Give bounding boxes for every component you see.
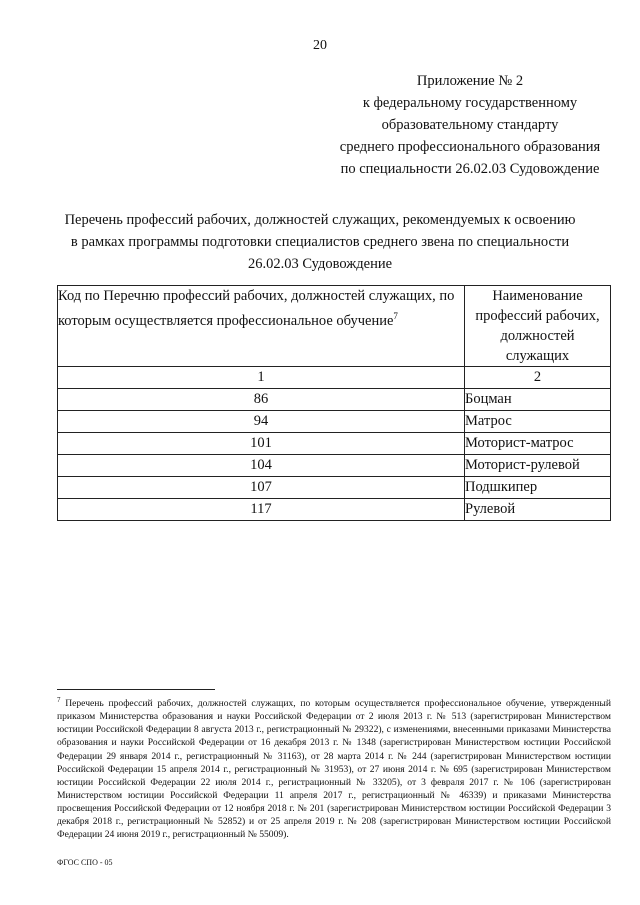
- profession-code: 101: [58, 433, 465, 455]
- table-row: [58, 433, 611, 455]
- header-name-line: профессий рабочих,: [475, 308, 600, 324]
- professions-table: [57, 285, 611, 521]
- header-code-text: Код по Перечню профессий рабочих, должностей служащих, по которым осуществляется профессиональное обучение: [58, 288, 455, 329]
- document-title: [50, 209, 590, 275]
- header-name-column: [465, 286, 611, 367]
- profession-code: 104: [58, 455, 465, 477]
- title-line: в рамках программы подготовки специалистов среднего звена по специальности: [70, 234, 570, 250]
- appendix-heading: [330, 70, 610, 180]
- table-row: [58, 455, 611, 477]
- table-row: [58, 477, 611, 499]
- appendix-line: к федеральному государственному: [362, 95, 578, 111]
- header-name-line: Наименование: [492, 288, 583, 304]
- footnote: [57, 694, 611, 841]
- footnote-text: Перечень профессий рабочих, должностей служащих, по которым осуществляется профессиональное обучение, утвержденный приказом Министерства образования и науки Российской Федерации от 2 июля 2013 г. № 513 (зарегистрирован Министерством юстиции Российской Федерации 8 августа 2013 г., регистрационный № 29322), с изменениями, внесенными приказами Министерства образования и науки Российской Федерации от 16 декабря 2013 г. № 1348 (зарегистрирован Министерством юстиции Российской Федерации 29 января 2014 г., регистрационный № 31163), от 28 марта 2014 г. № 244 (зарегистрирован Министерством юстиции Российской Федерации 15 апреля 2014 г., регистрационный № 31953), от 27 июня 2014 г. № 695 (зарегистрирован Министерством юстиции Российской Федерации 22 июля 2014 г., регистрационный № 33205), от 3 февраля 2017 г. № 106 (зарегистрирован Министерством юстиции Российской Федерации 11 апреля 2017 г., регистрационный № 46339) и приказами Министерства просвещения Российской Федерации от 12 ноября 2018 г. № 201 (зарегистрирован Министерством юстиции Российской Федерации 3 декабря 2018 г., регистрационный № 52852) и от 25 апреля 2019 г. № 208 (зарегистрирован Министерством юстиции Российской Федерации 24 июня 2019 г., регистрационный № 55009).: [57, 698, 611, 841]
- profession-name: Боцман: [465, 389, 611, 411]
- profession-code: 94: [58, 411, 465, 433]
- footnote-reference[interactable]: 7: [393, 311, 398, 321]
- column-number: 2: [465, 367, 611, 389]
- profession-code: 117: [58, 499, 465, 521]
- table-row: [58, 389, 611, 411]
- page-footer: ФГОС СПО - 05: [57, 858, 113, 867]
- page-number: 20: [313, 38, 327, 53]
- column-number-row: [58, 367, 611, 389]
- table-header-row: [58, 286, 611, 367]
- title-line: Перечень профессий рабочих, должностей служащих, рекомендуемых к освоению: [64, 212, 576, 228]
- profession-name: Подшкипер: [465, 477, 611, 499]
- profession-code: 86: [58, 389, 465, 411]
- profession-name: Матрос: [465, 411, 611, 433]
- header-code-column: [58, 286, 465, 367]
- profession-name: Рулевой: [465, 499, 611, 521]
- profession-name: Моторист-рулевой: [465, 455, 611, 477]
- table-row: [58, 499, 611, 521]
- appendix-line: среднего профессионального образования: [339, 139, 601, 155]
- column-number: 1: [58, 367, 465, 389]
- footnote-divider: [57, 689, 215, 690]
- appendix-line: Приложение № 2: [416, 73, 524, 89]
- appendix-line: образовательному стандарту: [381, 117, 559, 133]
- header-name-line: служащих: [505, 348, 570, 364]
- header-name-line: должностей: [500, 328, 575, 344]
- profession-name: Моторист-матрос: [465, 433, 611, 455]
- table-row: [58, 411, 611, 433]
- title-line: 26.02.03 Судовождение: [247, 256, 393, 272]
- footnote-marker: 7: [57, 696, 61, 704]
- appendix-line: по специальности 26.02.03 Судовождение: [340, 161, 600, 177]
- profession-code: 107: [58, 477, 465, 499]
